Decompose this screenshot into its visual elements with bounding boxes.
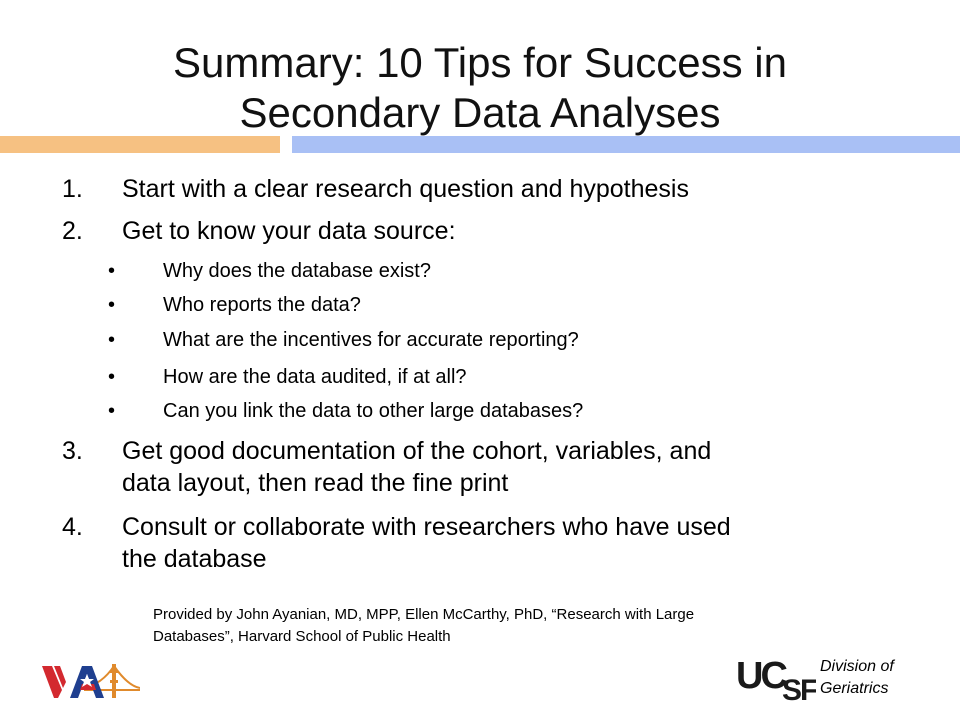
item-text: data layout, then read the fine print [122,469,509,497]
credit-line2: Databases”, Harvard School of Public Health [153,628,451,645]
item-number: 3. [62,437,83,465]
sub-item-text: What are the incentives for accurate reporting? [163,329,579,351]
sub-item-text: How are the data audited, if at all? [163,366,467,388]
bullet-icon: • [108,366,116,388]
item-text: Consult or collaborate with researchers who have used [122,513,731,541]
sub-item-text: Who reports the data? [163,294,361,316]
division-label [820,656,894,700]
item-text: Start with a clear research question and hypothesis [122,175,689,203]
item-number: 1. [62,175,83,203]
svg-text:SF: SF [782,674,816,702]
svg-text:UC: UC [736,655,785,697]
division-line1: Division of [820,658,894,675]
division-line2: Geriatrics [820,680,889,697]
bullet-icon: • [108,329,116,351]
va-logo-icon [40,660,140,700]
sub-item-text: Why does the database exist? [163,260,431,282]
title-underline-blue [292,136,960,153]
bullet-icon: • [108,260,116,282]
item-text: Get good documentation of the cohort, variables, and [122,437,712,465]
slide-title-line1: Summary: 10 Tips for Success in [173,39,787,86]
bullet-icon: • [108,294,116,316]
item-number: 2. [62,217,83,245]
bullet-icon: • [108,400,116,422]
item-text: the database [122,545,267,573]
slide-title [0,38,960,138]
item-number: 4. [62,513,83,541]
source-credit [153,604,853,648]
sub-item-text: Can you link the data to other large databases? [163,400,584,422]
title-underline-orange [0,136,280,153]
credit-line1: Provided by John Ayanian, MD, MPP, Ellen McCarthy, PhD, “Research with Large [153,606,695,623]
slide-title-line2: Secondary Data Analyses [239,89,721,136]
ucsf-logo-icon [736,650,816,702]
item-text: Get to know your data source: [122,217,456,245]
